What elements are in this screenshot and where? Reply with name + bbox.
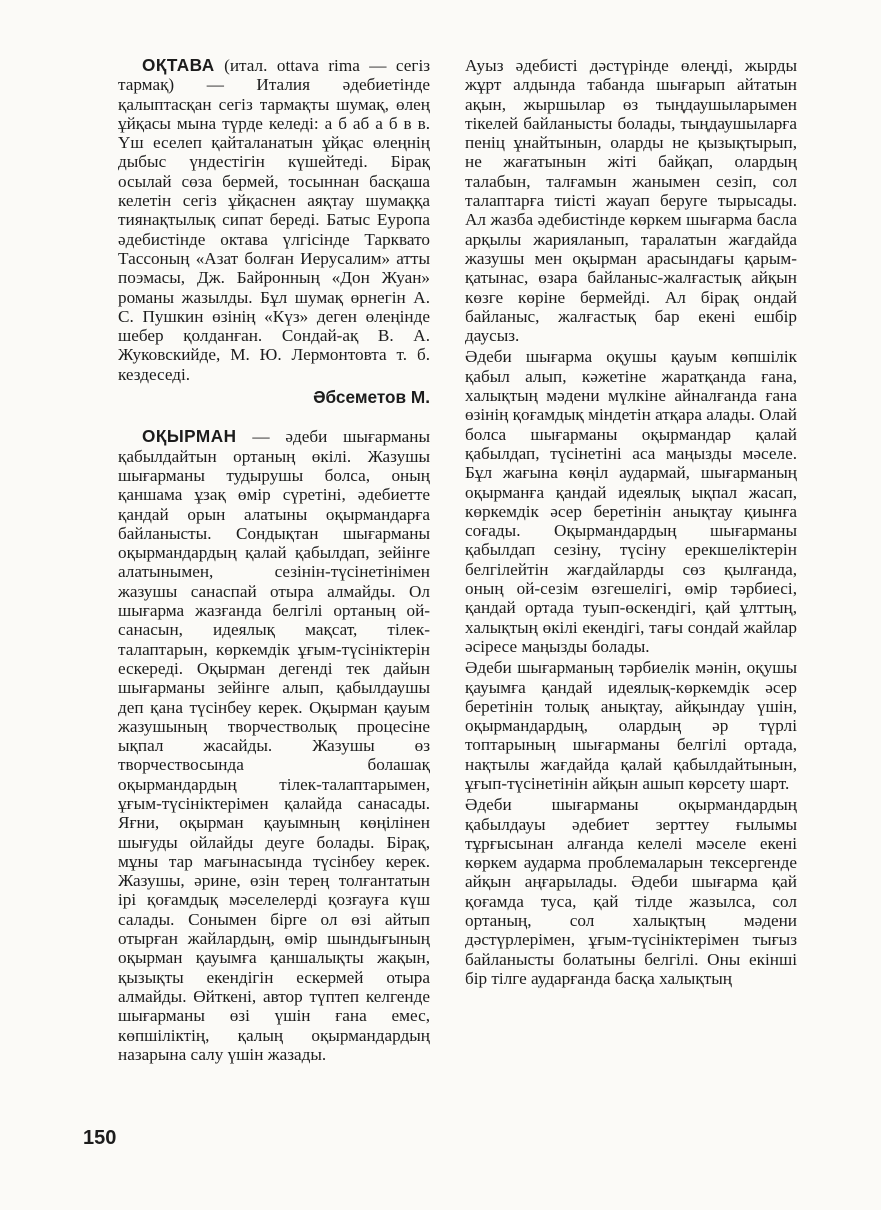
right-column <box>465 56 797 988</box>
entry-text: — әдеби шығарманы қабылдайтын ортаның өкілі. Жазушы шығарманы тудырушы болса, оның қаншама ұзақ өмір сүретіні, әдебиетте қандай орын алатыны оқырмандарға байланысты. Сондықтан шығарманы оқырмандардың қалай қабылдап, зейінге алатынымен, сезінін-түсінетінімен жазушы санаспай отыра алмайды. Ол шығарма жазғанда белгілі ортаның ой-санасын, идеялық мақсат, тілек-талаптарын, көркемдік ұғым-түсініктерін ескереді. Оқырман дегенді тек дайын шығарманы зейінге алып, қабылдаушы деп қана түсінбеу керек. Оқырман қауым жазушының творчестволық процесіне ықпал жасайды. Жазушы өз творчествосында болашақ оқырмандардың тілек-талаптарымен, ұғым-түсініктерімен қалайда санасады. Яғни, оқырман қауымның көңілінен шығуды ойлайды деуге болады. Бірақ, мұны тар мағынасында түсінбеу керек. Жазушы, әрине, өзін терең толғантатын ірі қоғамдық мәселелерді қозғауға күш салады. Сонымен бірге ол өзі айтып отырған жайлардың, өмір шындығының оқырман қауымға қаншалықты жақын, қызықты екендігін ескермей отыра алмайды. Өйткені, автор түптеп келгенде шығарманы өзі үшін ғана емес, көпшіліктің, қалың оқырмандардың назарына салу үшін жазады. <box>118 427 431 1064</box>
entry-text: (итал. ottava rima — сегіз тармақ) — Италия әдебиетінде қалыптасқан сегіз тармақты шумақ, өлең ұйқасы мына түрде келеді: а б аб а б в в. Үш еселеп қайталанатын ұйқас өлеңнің дыбыс үндестігін күшейтеді. Бірақ осылай сөза бермей, тосыннан басқаша келетін сегіз ұйқаснен аяқтау шумаққа тиянақтылық сипат береді. Батыс Еуропа әдебистінде октава үлгісінде Тарквато Тассоның «Азат болған Иерусалим» атты поэмасы, Дж. Байронның «Дон Жуан» романы жазылды. Бұл шумақ өрнегін А. С. Пушкин өзінің «Күз» деген өлеңінде шебер қолданған. Сондай-ақ В. А. Жуковскийде, М. Ю. Лермонтовта т. б. кездеседі. <box>118 56 431 384</box>
entry-headword: ОҚТАВА <box>142 55 215 75</box>
entry-oktava <box>118 56 430 384</box>
entry-author: Әбсеметов М. <box>313 387 430 408</box>
entry-okyrman <box>118 427 430 1064</box>
paragraph: Әдеби шығарманың тәрбиелік мәнін, оқушы қауымға қандай идеялық-көркемдік әсер беретінін толық анықтау, айқындау үшін, оқырмандардың, олардың әр түрлі топтарының шығарманы белгілі ортада, нақтылы жағдайда қалай қабылдайтынын, ұғып-түсінетінін айқын ашып көрсету шарт. <box>465 658 797 793</box>
entry-headword: ОҚЫРМАН <box>142 426 237 447</box>
page-number: 150 <box>83 1127 117 1149</box>
left-column <box>118 56 430 1064</box>
paragraph: Ауыз әдебисті дәстүрінде өлеңді, жырды жұрт алдында табанда шығарып айтатын ақын, жыршылар өз тыңдаушыларымен тікелей байланысты болады, тыңдаушыларға пеніц ұнайтынын, оларды не қызықтырып, не жағатынын жіті байқап, олардың талабын, талғамын жанымен сезіп, сол талаптарға тиісті жауап беруге тырысады. Ал жазба әдебистінде көркем шығарма басла арқылы жарияланып, таралатын жағдайда жазушы мен оқырман арасындағы қарым-қатынас, өзара байланыс-жалғастық айқын көзге көріне бермейді. Ал бірақ ондай байланыс, жалғастық бар екені ешбір даусыз. <box>465 56 797 346</box>
paragraph: Әдеби шығарманы оқырмандардың қабылдауы әдебиет зерттеу ғылымы тұрғысынан алғанда келелі мәселе екені көркем аударма проблемаларын тексергенде айқын аңғарылады. Әдеби шығарма қай қоғамда туса, қай тілде жазылса, сол ортаның, сол халықтың мәдени дәстүрлерімен, ұғым-түсініктерімен тығыз байланысты болатыны белгілі. Оны екінші бір тілге аударғанда басқа халықтың <box>465 795 797 988</box>
paragraph: Әдеби шығарма оқушы қауым көпшілік қабыл алып, кәжетіне жаратқанда ғана, халықтың мәдени мүлкіне айналғанда ғана өзінің қоғамдық міндетін атқара алады. Олай болса шығарманы оқырмандар қалай қабылдап, түсінетіні аса маңызды мәселе. Бұл жағына көңіл аудармай, шығарманың оқырманға қандай идеялық ықпал жасап, көркемдік әсер беретінін анықтау қиынға соғады. Оқырмандардың шығарманы қабылдап сезіну, түсіну ерекшеліктерін белгілейтін жағдайларды сөз қылғанда, оның ой-сезім өзгешелігі, өмір тәрбиесі, қандай ортада туып-өскендігі, қай ұлттың, халықтың өкілі екендігі, тағы сондай жайлар әсіресе маңызды болады. <box>465 347 797 656</box>
